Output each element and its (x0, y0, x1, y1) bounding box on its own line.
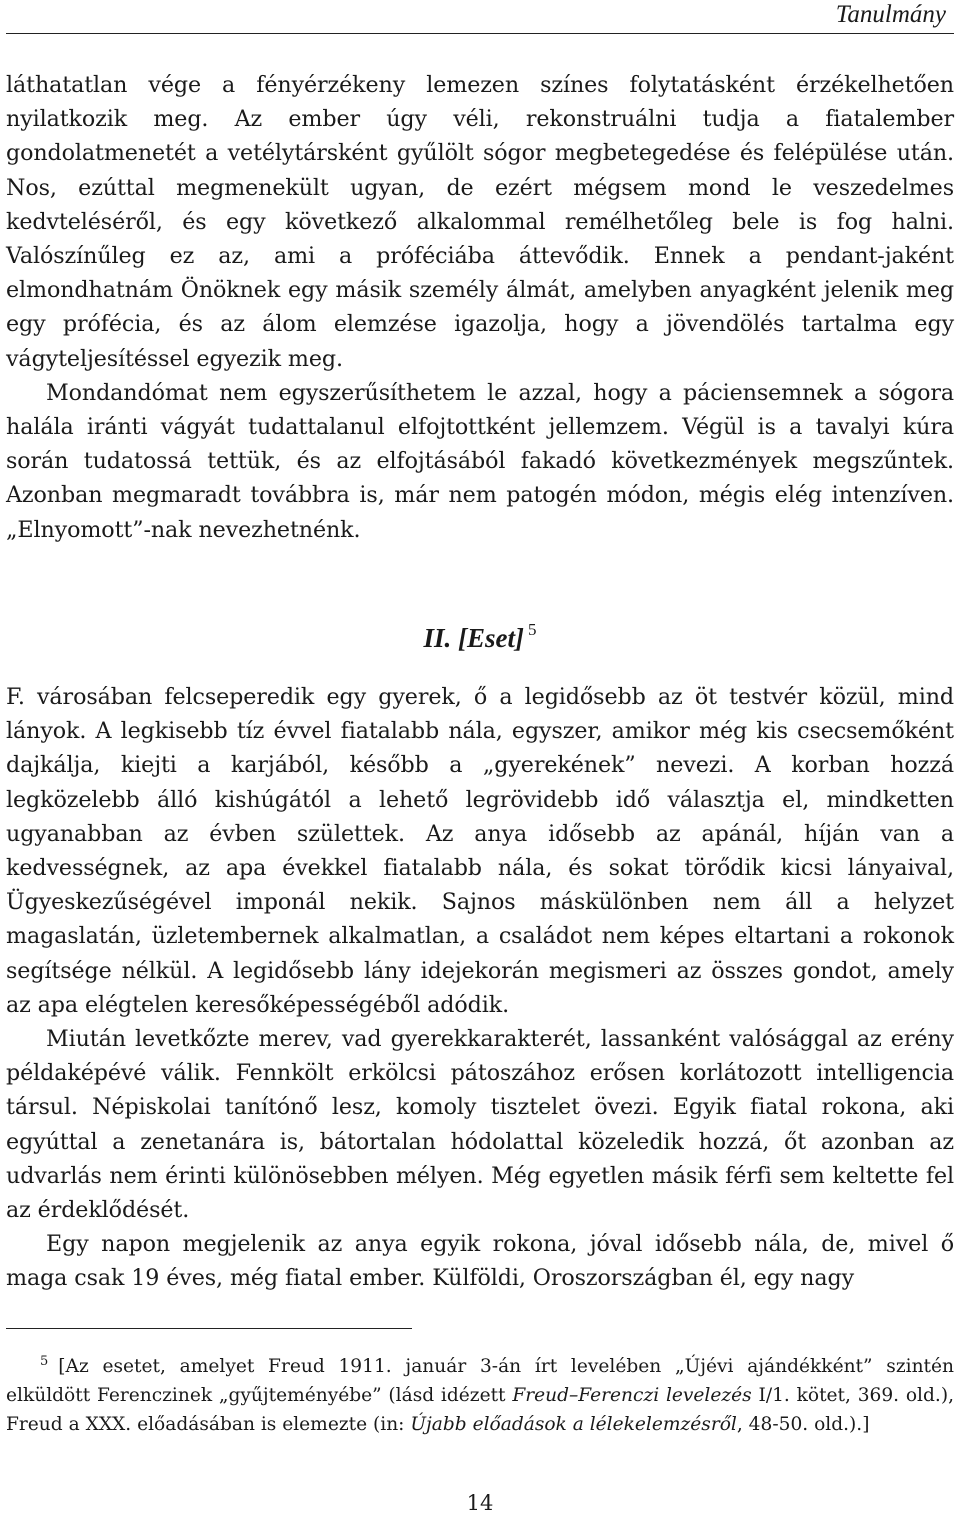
paragraph: láthatatlan vége a fényérzékeny lemezen színes folytatásként érzékelhetően nyilatkozik meg. Az ember úgy véli, rekonstruálni tudja a fiatalember gondolatmenetét a vetélytársként gyűlölt sógor megbetegedése és felépülése után. Nos, ezúttal megmenekült ugyan, de ezért mégsem mond le veszedelmes kedvteléséről, és egy következő alkalommal remélhetőleg bele is fog halni. Valószínűleg ez az, ami a próféciába áttevődik. Ennek a pendant-jaként elmondhatnám Önöknek egy másik személy álmát, amelyben anyagként jelenik meg egy prófécia, és az álom elemzése igazolja, hogy a jövendölés tartalma egy vágyteljesítéssel egyezik meg. (6, 72, 954, 372)
footnote-text: I/1. kötet, 369. old.), Freud a XXX. előadásában is elemezte (in: (6, 1385, 954, 1435)
paragraph: Miután levetkőzte merev, vad gyerekkarakterét, lassanként valósággal az erény példaképévé válik. Fennkölt erkölcsi pátoszához erősen korlátozott intelligencia társul. Népiskolai tanítónő lesz, komoly tisztelet övezi. Egyik fiatal rokona, aki egyúttal a zenetanára is, bátortalan hódolattal közeledik hozzá, őt azonban az udvarlás nem érinti különösebben mélyen. Még egyetlen másik férfi sem keltette fel az érdeklődését. (6, 1026, 954, 1224)
paragraph: F. városában felcseperedik egy gyerek, ő a legidősebb az öt testvér közül, mind lányok. A legkisebb tíz évvel fiatalabb nála, egyszer, amikor még kis csecsemőként dajkálja, kiejti a karjából, később a „gyerekének” nevezi. A korban hozzá legközelebb álló kishúgától a lehető legrövidebb idő választja el, mindketten ugyanabban az évben születtek. Az anya idősebb az apánál, híján van a kedvességnek, az apa évekkel fiatalabb nála, és sokat törődik kicsi lányaival, Ügyeskezűségével imponál nekik. Sajnos máskülönben nem áll a helyzet magaslatán, üzletembernek alkalmatlan, a családot nem képes eltartani a rokonok segítsége nélkül. A legidősebb lány idejekorán megismeri az összes gondot, amely az apa elégtelen keresőképességéből adódik. (6, 684, 954, 1018)
footnote-rule (6, 1328, 412, 1329)
footnote-text: , 48-50. old.).] (736, 1414, 870, 1435)
case-text (6, 680, 954, 1296)
header-rule (6, 33, 954, 34)
page-number: 14 (466, 1491, 494, 1515)
footnote-cited-title: Újabb előadások a lélekelemzésről (410, 1414, 737, 1435)
paragraph: Mondandómat nem egyszerűsíthetem le azzal, hogy a páciensemnek a sógora halála iránti vágyát tudattalanul elfojtottként jellemzem. Végül is a tavalyi kúra során tudatossá tettük, és az elfojtásából fakadó következmények megszűntek. Azonban megmaradt továbbra is, már nem patogén módon, mégis elég intenzíven. „Elnyomott”-nak nevezhetnénk. (6, 379, 954, 543)
section-title: II. [Eset] (423, 623, 524, 653)
body-text (6, 68, 954, 547)
running-header: Tanulmány (835, 1, 946, 28)
section-heading (0, 613, 960, 655)
footnote (6, 1347, 954, 1439)
paragraph: Egy napon megjelenik az anya egyik rokona, jóval idősebb nála, de, mivel ő maga csak 19 éves, még fiatal ember. Külföldi, Oroszországban él, egy nagy (6, 1231, 954, 1292)
footnote-marker: 5 (40, 1354, 49, 1369)
footnote-cited-title: Freud–Ferenczi levelezés (512, 1385, 752, 1406)
footnote-reference[interactable]: 5 (528, 620, 537, 639)
footnote-text: [Az esetet, amelyet Freud 1911. január 3-án írt levelében „Újévi ajándékként” szintén elküldött Ferenczinek „gyűjteményébe” (lásd idézett (6, 1356, 954, 1406)
